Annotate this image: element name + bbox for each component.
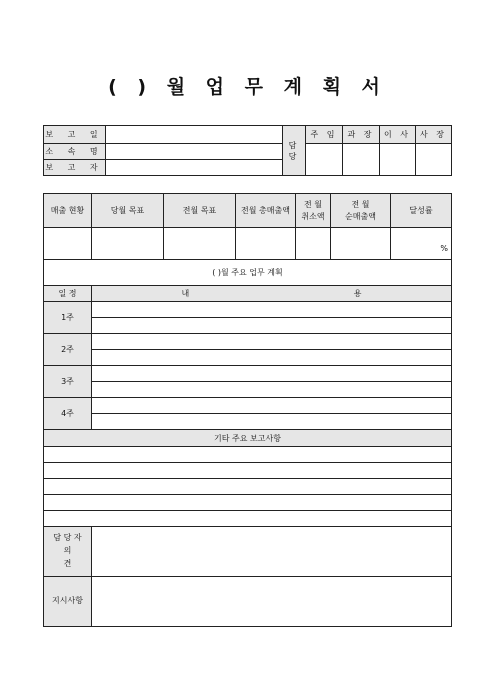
schedule-header: 일 정 <box>44 286 92 302</box>
previous-total-sales-cell[interactable] <box>236 228 296 260</box>
percent-sign: % <box>440 244 448 253</box>
sign-box-president[interactable] <box>416 144 452 176</box>
sales-status-cell[interactable] <box>44 228 92 260</box>
sign-box-manager[interactable] <box>343 144 380 176</box>
current-target-cell[interactable] <box>92 228 164 260</box>
other-reports-line-5[interactable] <box>44 511 452 527</box>
approval-label: 담 당 <box>283 126 306 176</box>
previous-net-sales-cell[interactable] <box>331 228 391 260</box>
other-reports-line-2[interactable] <box>44 463 452 479</box>
other-reports-line-1[interactable] <box>44 447 452 463</box>
manager-opinion-label: 담 당 자 의 견 <box>44 527 92 577</box>
reporter-label: 보 고 자 <box>44 160 106 176</box>
report-date-field[interactable] <box>106 126 283 144</box>
report-date-label: 보 고 일 <box>44 126 106 144</box>
instructions-field[interactable] <box>92 577 452 627</box>
sign-box-assistant[interactable] <box>306 144 343 176</box>
achievement-rate-header: 달성률 <box>391 194 452 228</box>
achievement-rate-cell[interactable] <box>391 228 452 260</box>
previous-target-cell[interactable] <box>164 228 236 260</box>
previous-net-sales-header: 전 월 순매출액 <box>331 194 391 228</box>
instructions-label: 지시사항 <box>44 577 92 627</box>
week-2-line-2[interactable] <box>92 350 452 366</box>
other-reports-line-4[interactable] <box>44 495 452 511</box>
approver-president-label: 사 장 <box>416 126 452 144</box>
previous-cancel-header: 전 월 취소액 <box>296 194 331 228</box>
other-reports-header: 기타 주요 보고사항 <box>44 430 452 447</box>
header-table <box>43 125 452 176</box>
week-2-line-1[interactable] <box>92 334 452 350</box>
week-4-label: 4주 <box>44 398 92 430</box>
week-1-label: 1주 <box>44 302 92 334</box>
week-1-line-1[interactable] <box>92 302 452 318</box>
sign-box-director[interactable] <box>380 144 416 176</box>
approver-assistant-label: 주 임 <box>306 126 343 144</box>
content-header: 내 용 <box>92 286 452 302</box>
manager-opinion-field[interactable] <box>92 527 452 577</box>
approver-manager-label: 과 장 <box>343 126 380 144</box>
current-target-header: 당월 목표 <box>92 194 164 228</box>
week-4-line-2[interactable] <box>92 414 452 430</box>
other-reports-line-3[interactable] <box>44 479 452 495</box>
week-3-line-2[interactable] <box>92 382 452 398</box>
week-3-line-1[interactable] <box>92 366 452 382</box>
sales-status-header: 매출 현황 <box>44 194 92 228</box>
approver-director-label: 이 사 <box>380 126 416 144</box>
document-title: ( ) 월 업 무 계 획 서 <box>108 76 387 98</box>
plan-title: ( )월 주요 업무 계획 <box>44 260 452 286</box>
week-4-line-1[interactable] <box>92 398 452 414</box>
department-field[interactable] <box>106 144 283 160</box>
previous-target-header: 전월 목표 <box>164 194 236 228</box>
week-3-label: 3주 <box>44 366 92 398</box>
previous-cancel-cell[interactable] <box>296 228 331 260</box>
week-1-line-2[interactable] <box>92 318 452 334</box>
week-2-label: 2주 <box>44 334 92 366</box>
department-label: 소 속 명 <box>44 144 106 160</box>
previous-total-sales-header: 전월 총매출액 <box>236 194 296 228</box>
main-table <box>43 193 452 627</box>
reporter-field[interactable] <box>106 160 283 176</box>
